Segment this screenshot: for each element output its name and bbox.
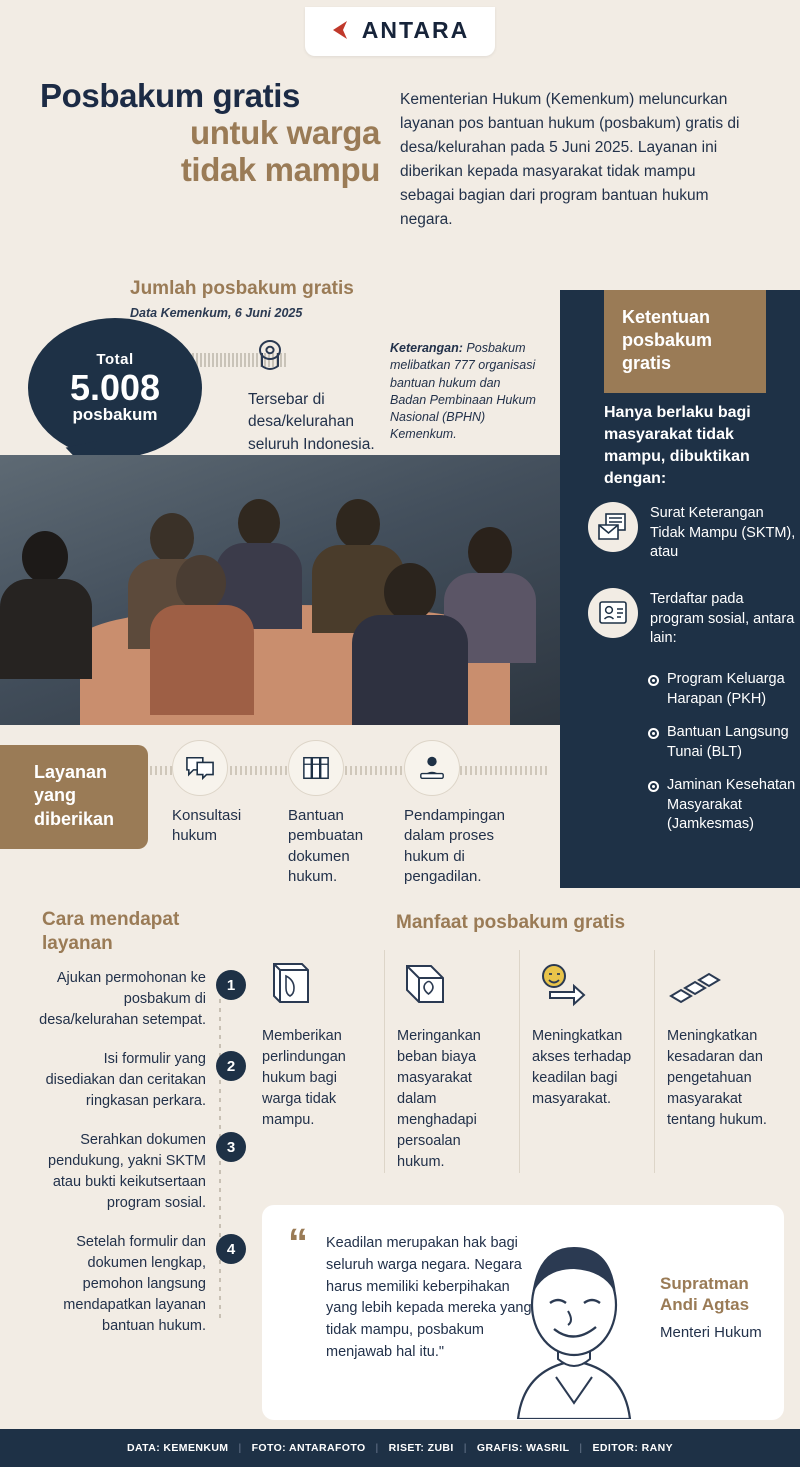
minister-portrait-icon	[494, 1219, 654, 1419]
spread-info	[248, 340, 398, 456]
title-line-3: tidak mampu	[180, 150, 380, 188]
bullet-icon	[648, 781, 659, 792]
step-item	[24, 1130, 246, 1214]
ketentuan-item-text: Surat Keterangan Tidak Mampu (SKTM), atau	[650, 505, 796, 561]
credit-separator: |	[375, 1442, 379, 1454]
list-item	[648, 723, 798, 762]
photo-person-head	[238, 499, 280, 547]
jumlah-note-text: Posbakum melibatkan 777 organisasi bantuan hukum dan Badan Pembinaan Hukum Nasional (BPHN) Kemenkum.	[390, 341, 536, 442]
photo-person-head	[336, 499, 380, 549]
manfaat-item	[250, 950, 385, 1173]
credit-research: RISET: ZUBI	[388, 1442, 454, 1454]
step-item	[24, 968, 246, 1031]
step-item	[24, 1049, 246, 1112]
ketentuan-program-list	[648, 670, 798, 849]
id-card-icon	[588, 588, 638, 638]
quote-text: Keadilan merupakan hak bagi seluruh warga negara. Negara harus memiliki keberpihakan yang lebih kepada mereka yang tidak mampu, posbakum menjawab hal itu."	[326, 1235, 532, 1360]
layanan-item-label: Konsultasi hukum	[172, 807, 242, 845]
list-item	[648, 670, 798, 709]
manfaat-list	[250, 950, 790, 1173]
step-number: 3	[216, 1132, 246, 1162]
step-text: Setelah formulir dan dokumen lengkap, pemohon langsung mendapatkan layanan bantuan hukum.	[63, 1234, 206, 1335]
credit-editor: EDITOR: RANY	[592, 1442, 673, 1454]
total-value: 5.008	[69, 366, 161, 408]
credit-graphics: GRAFIS: WASRIL	[476, 1442, 570, 1454]
list-item	[648, 776, 798, 835]
step-number: 2	[216, 1051, 246, 1081]
ketentuan-item-text: Terdaftar pada program sosial, antara lain:	[650, 591, 795, 647]
layanan-tag: Layanan yang diberikan	[0, 745, 148, 849]
map-roll-icon	[248, 361, 292, 378]
step-text: Serahkan dokumen pendukung, yakni SKTM atau bukti keikutsertaan program sosial.	[48, 1132, 206, 1212]
step-item	[24, 1232, 246, 1337]
layanan-item-label: Pendampingan dalam proses hukum di pengadilan.	[404, 807, 505, 885]
total-unit: posbakum	[72, 405, 158, 425]
photo-person-head	[22, 531, 68, 583]
brand-name: ANTARA	[361, 16, 470, 43]
photo-person-body	[0, 579, 92, 679]
photo-person-body	[352, 615, 468, 725]
meeting-photo	[0, 455, 560, 725]
ketentuan-heading: Ketentuan posbakum gratis	[604, 290, 766, 393]
manfaat-title: Manfaat posbakum gratis	[396, 912, 626, 933]
spread-text: Tersebar di desa/kelurahan seluruh Indonesia.	[248, 391, 375, 453]
quote-card	[262, 1205, 784, 1420]
layanan-item-label: Bantuan pembuatan dokumen hukum.	[288, 807, 364, 885]
photo-person-head	[150, 513, 194, 563]
layanan-item	[404, 740, 514, 887]
bullet-icon	[648, 675, 659, 686]
brand-header	[0, 0, 800, 62]
manfaat-label: Memberikan perlindungan hukum bagi warga tidak mampu.	[262, 1028, 346, 1129]
title-line-1: Posbakum gratis	[40, 77, 300, 114]
manfaat-label: Meringankan beban biaya masyarakat dalam menghadapi persoalan hukum.	[397, 1028, 481, 1171]
stairs-growth-icon	[667, 950, 778, 1012]
ketentuan-item	[588, 502, 800, 563]
speech-consult-icon	[172, 740, 228, 796]
program-label: Program Keluarga Harapan (PKH)	[667, 671, 785, 707]
step-number: 1	[216, 970, 246, 1000]
quote-author-role: Menteri Hukum	[660, 1324, 762, 1341]
manfaat-item	[655, 950, 790, 1173]
manfaat-label: Meningkatkan akses terhadap keadilan bagi masyarakat.	[532, 1028, 632, 1108]
jumlah-section-header	[130, 278, 550, 320]
step-text: Isi formulir yang disediakan dan ceritakan ringkasan perkara.	[45, 1051, 206, 1110]
photo-person-body	[150, 605, 254, 715]
page-title	[40, 78, 380, 189]
manfaat-label: Meningkatkan kesadaran dan pengetahuan masyarakat tentang hukum.	[667, 1028, 767, 1129]
intro-paragraph: Kementerian Hukum (Kemenkum) meluncurkan layanan pos bantuan hukum (posbakum) gratis di desa/kelurahan pada 5 Juni 2025. Layanan ini diberikan kepada masyarakat tidak mampu sebagai bagian dari program bantuan hukum negara.	[400, 91, 740, 229]
letter-document-icon	[588, 502, 638, 552]
cara-title: Cara mendapat layanan	[42, 909, 180, 954]
photo-person-head	[384, 563, 436, 621]
antara-logo-icon	[327, 19, 353, 41]
layanan-section	[0, 725, 560, 888]
brand-logo-plate	[305, 7, 495, 56]
manfaat-item	[520, 950, 655, 1173]
shield-book-icon	[262, 950, 372, 1012]
total-bubble	[28, 318, 218, 466]
person-laptop-icon	[404, 740, 460, 796]
program-label: Bantuan Langsung Tunai (BLT)	[667, 724, 789, 760]
footer-credits	[0, 1429, 800, 1467]
documents-folder-icon	[288, 740, 344, 796]
credit-data: DATA: KEMENKUM	[127, 1442, 229, 1454]
total-bubble-circle	[28, 318, 202, 458]
jumlah-source: Data Kemenkum, 6 Juni 2025	[130, 306, 303, 320]
ketentuan-intro: Hanya berlaku bagi masyarakat tidak mampu, dibuktikan dengan:	[604, 404, 751, 488]
jumlah-title: Jumlah posbakum gratis	[130, 278, 354, 299]
total-label: Total	[96, 350, 134, 368]
price-tag-icon	[397, 950, 507, 1012]
layanan-item	[288, 740, 398, 887]
step-text: Ajukan permohonan ke posbakum di desa/kelurahan setempat.	[39, 970, 206, 1029]
smile-arrow-icon	[532, 950, 642, 1012]
credit-separator: |	[463, 1442, 467, 1454]
credit-separator: |	[579, 1442, 583, 1454]
photo-person-head	[176, 555, 226, 611]
cara-steps	[24, 968, 246, 1355]
quote-mark-icon: “	[288, 1221, 305, 1265]
credit-separator: |	[238, 1442, 242, 1454]
manfaat-item	[385, 950, 520, 1173]
jumlah-note-title: Keterangan:	[390, 341, 463, 355]
jumlah-note	[390, 340, 540, 444]
ketentuan-item	[588, 588, 800, 649]
step-number: 4	[216, 1234, 246, 1264]
title-line-2: untuk warga	[190, 113, 380, 151]
layanan-item	[172, 740, 282, 847]
bullet-icon	[648, 728, 659, 739]
ketentuan-panel	[560, 290, 800, 888]
photo-person-head	[468, 527, 512, 577]
program-label: Jaminan Kesehatan Masyarakat (Jamkesmas)	[667, 777, 796, 833]
credit-photo: FOTO: ANTARAFOTO	[251, 1442, 366, 1454]
quote-author-name: Supratman Andi Agtas	[660, 1274, 750, 1315]
